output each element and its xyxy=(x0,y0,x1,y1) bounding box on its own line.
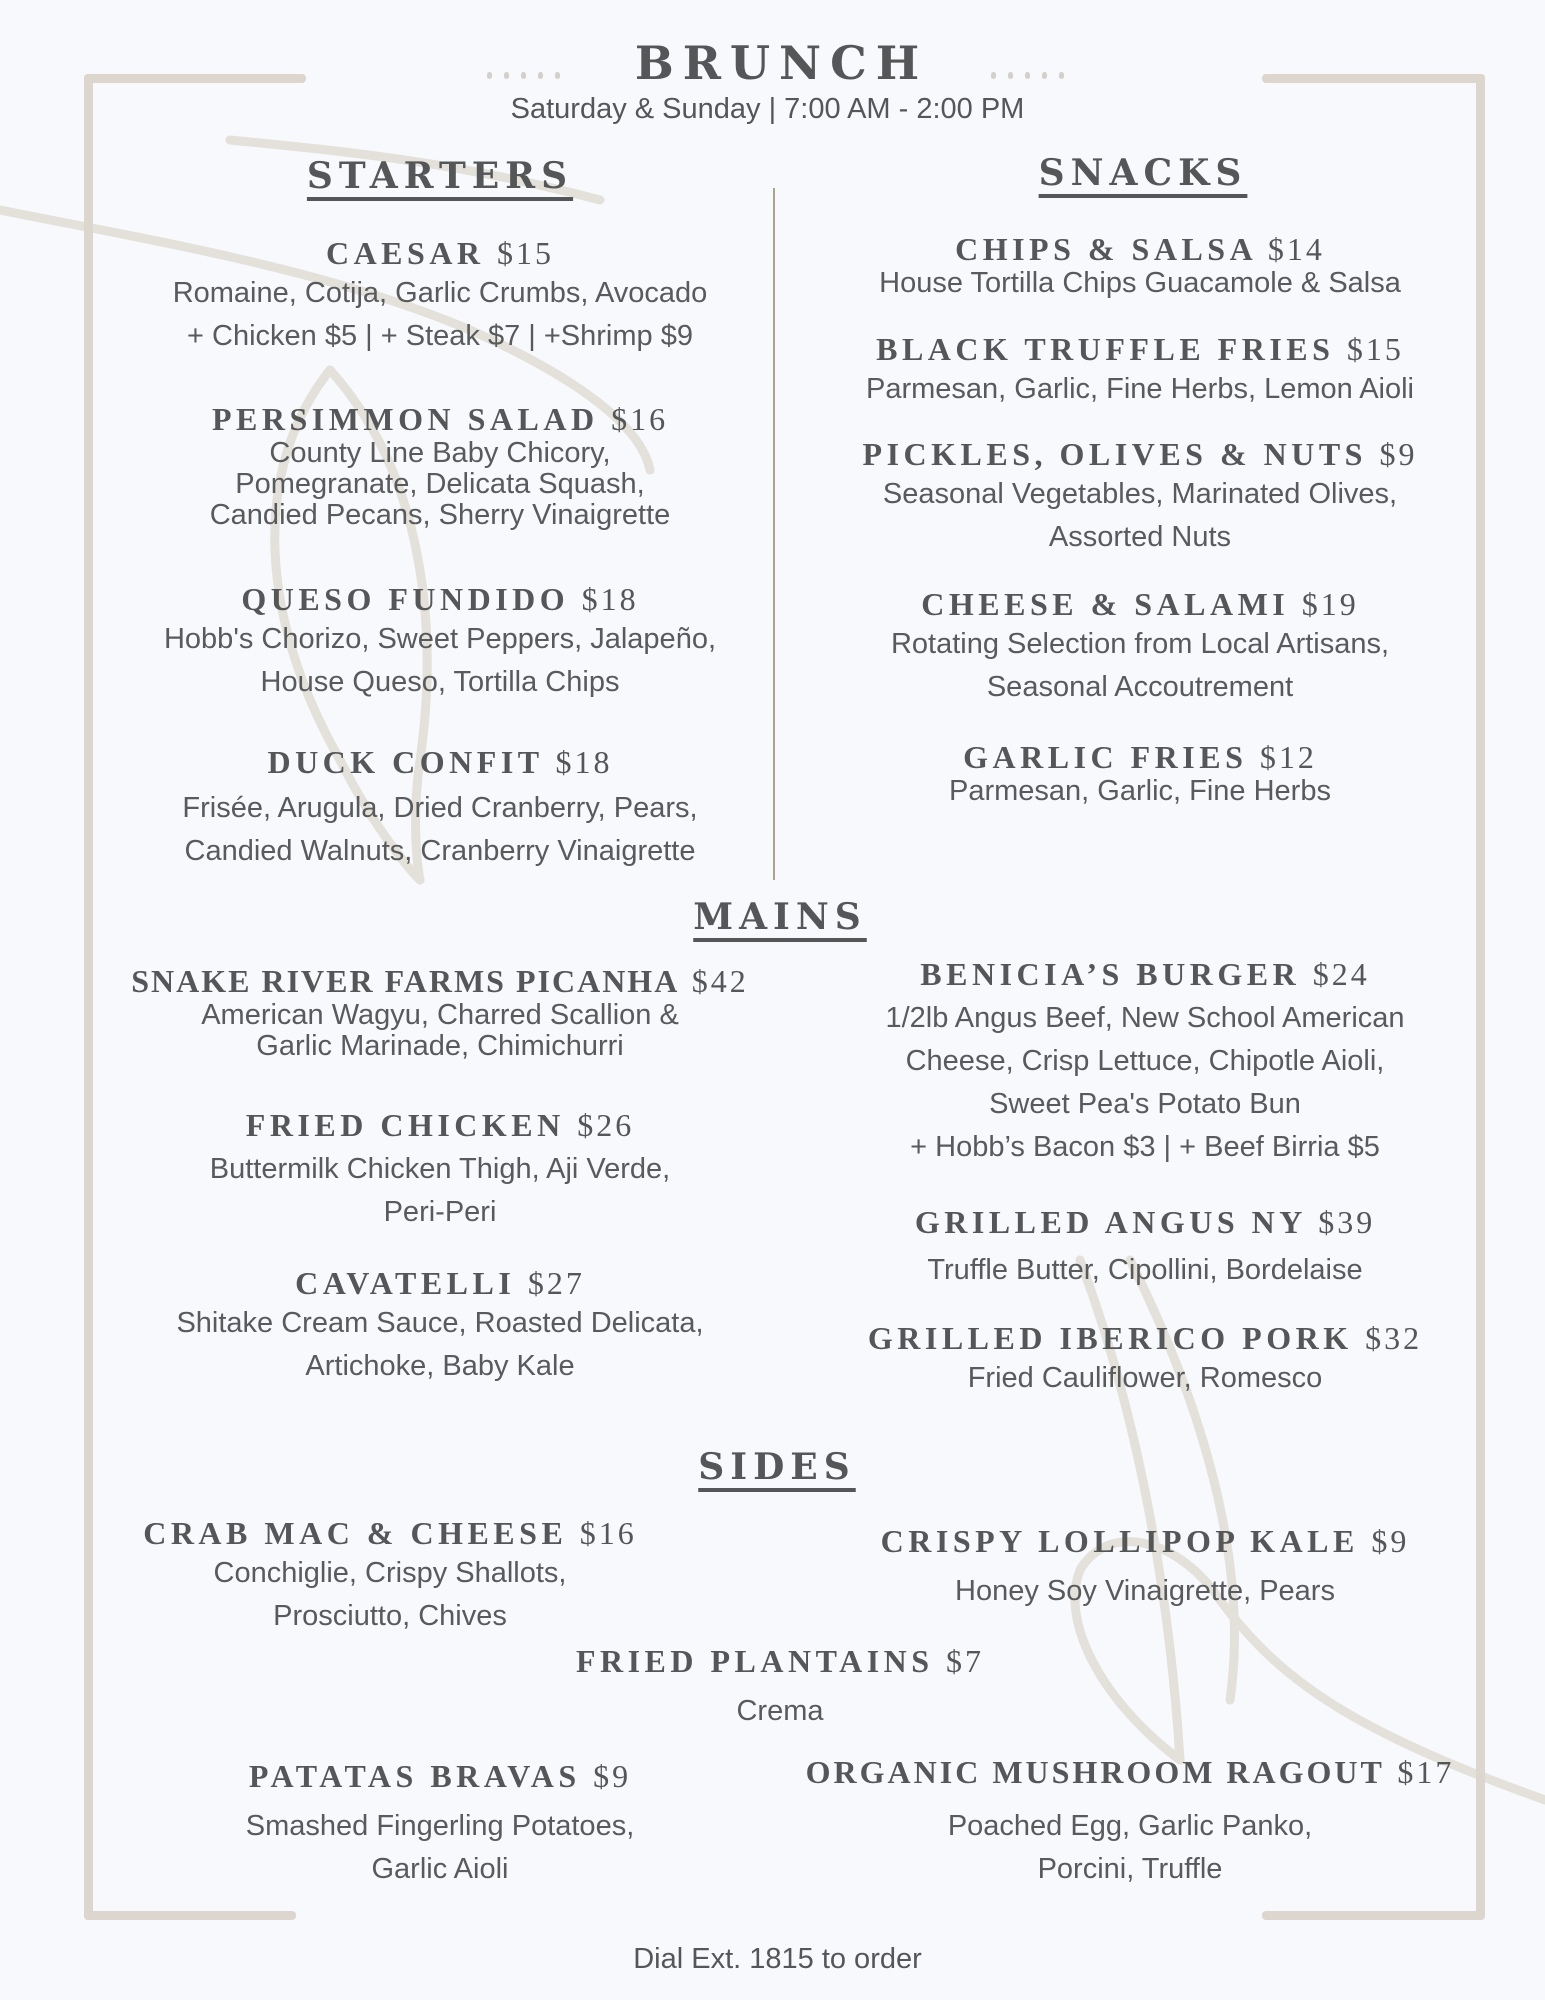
item-price: $24 xyxy=(1312,956,1370,992)
menu-item-benicias-burger xyxy=(830,955,1460,1169)
item-desc: Fried Cauliflower, Romesco xyxy=(967,1362,1323,1394)
item-price: $7 xyxy=(946,1643,985,1679)
item-name: GRILLED ANGUS NY xyxy=(914,1204,1306,1240)
item-price: $9 xyxy=(593,1758,632,1794)
hours-text: Saturday & Sunday | 7:00 AM - 2:00 PM xyxy=(510,93,1025,125)
item-desc: Garlic Marinade, Chimichurri xyxy=(256,1030,624,1062)
item-name: DUCK CONFIT xyxy=(267,744,544,780)
item-name: CHEESE & SALAMI xyxy=(921,586,1290,622)
item-desc: + Chicken $5 | + Steak $7 | +Shrimp $9 xyxy=(187,320,693,352)
frame-bottom-left xyxy=(84,1911,296,1920)
menu-item-patatas-bravas xyxy=(140,1757,740,1891)
item-desc: County Line Baby Chicory, xyxy=(269,437,611,469)
menu-item-grilled-iberico-pork xyxy=(830,1319,1460,1400)
item-desc: Sweet Pea's Potato Bun xyxy=(989,1088,1301,1120)
item-desc: Buttermilk Chicken Thigh, Aji Verde, xyxy=(209,1153,671,1185)
menu-item-crab-mac-cheese xyxy=(90,1514,690,1638)
item-desc: Seasonal Vegetables, Marinated Olives, xyxy=(882,478,1398,510)
item-desc: 1/2lb Angus Beef, New School American xyxy=(885,1002,1405,1034)
item-desc: + Hobb’s Bacon $3 | + Beef Birria $5 xyxy=(910,1131,1380,1163)
order-instructions: Dial Ext. 1815 to order xyxy=(633,1943,922,1975)
item-name: PATATAS BRAVAS xyxy=(248,1758,581,1794)
item-price: $16 xyxy=(611,401,669,437)
menu-item-organic-mushroom-ragout xyxy=(780,1753,1480,1891)
menu-item-cavatelli xyxy=(100,1264,780,1388)
item-desc: Honey Soy Vinaigrette, Pears xyxy=(955,1575,1335,1607)
section-title-mains: MAINS xyxy=(693,896,867,938)
item-desc: Parmesan, Garlic, Fine Herbs, Lemon Aioli xyxy=(866,373,1414,405)
item-price: $17 xyxy=(1397,1754,1455,1790)
item-desc: Peri-Peri xyxy=(383,1196,497,1228)
item-name: CAESAR xyxy=(325,235,485,271)
item-desc: Porcini, Truffle xyxy=(1037,1853,1223,1885)
item-name: BLACK TRUFFLE FRIES xyxy=(876,331,1335,367)
item-desc: Seasonal Accoutrement xyxy=(986,671,1294,703)
menu-item-fried-plantains xyxy=(480,1642,1080,1733)
item-price: $15 xyxy=(497,235,555,271)
item-price: $9 xyxy=(1371,1523,1410,1559)
item-desc: American Wagyu, Charred Scallion & xyxy=(201,999,679,1031)
menu-item-caesar xyxy=(100,234,780,358)
item-desc: Crema xyxy=(736,1695,824,1727)
page-title: BRUNCH xyxy=(634,36,929,90)
item-name: PERSIMMON SALAD xyxy=(211,401,599,437)
item-price: $14 xyxy=(1267,231,1325,267)
frame-bottom-right xyxy=(1262,1911,1485,1920)
item-name: SNAKE RIVER FARMS PICANHA xyxy=(131,963,680,999)
item-desc: Prosciutto, Chives xyxy=(273,1600,507,1632)
item-price: $32 xyxy=(1365,1320,1423,1356)
item-desc: Hobb's Chorizo, Sweet Peppers, Jalapeño, xyxy=(163,623,717,655)
section-title-starters: STARTERS xyxy=(306,155,574,197)
item-name: FRIED PLANTAINS xyxy=(575,1643,934,1679)
item-price: $39 xyxy=(1318,1204,1376,1240)
item-desc: Candied Pecans, Sherry Vinaigrette xyxy=(209,499,671,531)
item-desc: Conchiglie, Crispy Shallots, xyxy=(213,1557,567,1589)
item-name: CRISPY LOLLIPOP KALE xyxy=(880,1523,1359,1559)
item-desc: Truffle Butter, Cipollini, Bordelaise xyxy=(927,1254,1363,1286)
item-desc: Poached Egg, Garlic Panko, xyxy=(947,1810,1313,1842)
item-price: $18 xyxy=(581,581,639,617)
item-price: $26 xyxy=(577,1107,635,1143)
item-desc: Candied Walnuts, Cranberry Vinaigrette xyxy=(184,835,696,867)
item-name: CRAB MAC & CHEESE xyxy=(143,1515,568,1551)
item-price: $9 xyxy=(1379,436,1418,472)
item-desc: Cheese, Crisp Lettuce, Chipotle Aioli, xyxy=(905,1045,1385,1077)
item-desc: Assorted Nuts xyxy=(1048,521,1232,553)
menu-item-persimmon-salad xyxy=(100,400,780,531)
item-name: CAVATELLI xyxy=(295,1265,516,1301)
section-title-snacks: SNACKS xyxy=(1038,152,1248,194)
item-desc: Smashed Fingerling Potatoes, xyxy=(245,1810,635,1842)
item-desc: Romaine, Cotija, Garlic Crumbs, Avocado xyxy=(172,277,708,309)
menu-item-crispy-lollipop-kale xyxy=(830,1522,1460,1613)
menu-item-pickles-olives-nuts xyxy=(820,435,1460,559)
item-desc: Rotating Selection from Local Artisans, xyxy=(890,628,1390,660)
item-price: $18 xyxy=(555,744,613,780)
frame-right xyxy=(1476,74,1485,1920)
menu-item-queso-fundido xyxy=(100,580,780,704)
item-name: CHIPS & SALSA xyxy=(955,231,1256,267)
item-desc: House Queso, Tortilla Chips xyxy=(260,666,620,698)
item-price: $42 xyxy=(691,963,749,999)
item-desc: Frisée, Arugula, Dried Cranberry, Pears, xyxy=(182,792,698,824)
menu-item-black-truffle-fries xyxy=(820,330,1460,411)
section-title-sides: SIDES xyxy=(698,1446,856,1488)
item-desc: Parmesan, Garlic, Fine Herbs xyxy=(949,775,1331,807)
item-name: QUESO FUNDIDO xyxy=(241,581,570,617)
item-name: GRILLED IBERICO PORK xyxy=(867,1320,1353,1356)
frame-left xyxy=(84,74,93,1920)
item-name: ORGANIC MUSHROOM RAGOUT xyxy=(805,1754,1385,1790)
item-desc: Shitake Cream Sauce, Roasted Delicata, xyxy=(176,1307,704,1339)
item-price: $16 xyxy=(579,1515,637,1551)
menu-item-duck-confit xyxy=(100,743,780,873)
item-desc: House Tortilla Chips Guacamole & Salsa xyxy=(879,267,1401,299)
item-price: $15 xyxy=(1346,331,1404,367)
item-name: BENICIA’S BURGER xyxy=(920,956,1301,992)
item-price: $19 xyxy=(1301,586,1359,622)
item-price: $27 xyxy=(527,1265,585,1301)
item-desc: Artichoke, Baby Kale xyxy=(305,1350,575,1382)
menu-item-chips-salsa xyxy=(820,230,1460,299)
item-name: PICKLES, OLIVES & NUTS xyxy=(862,436,1367,472)
column-divider xyxy=(773,188,775,880)
menu-item-picanha xyxy=(100,962,780,1062)
item-desc: Garlic Aioli xyxy=(371,1853,509,1885)
menu-item-cheese-salami xyxy=(820,585,1460,709)
item-name: FRIED CHICKEN xyxy=(245,1107,565,1143)
menu-item-garlic-fries xyxy=(820,738,1460,807)
item-desc: Pomegranate, Delicata Squash, xyxy=(235,468,645,500)
menu-item-grilled-angus-ny xyxy=(830,1203,1460,1292)
item-price: $12 xyxy=(1259,739,1317,775)
item-name: GARLIC FRIES xyxy=(963,739,1248,775)
menu-item-fried-chicken xyxy=(100,1106,780,1234)
